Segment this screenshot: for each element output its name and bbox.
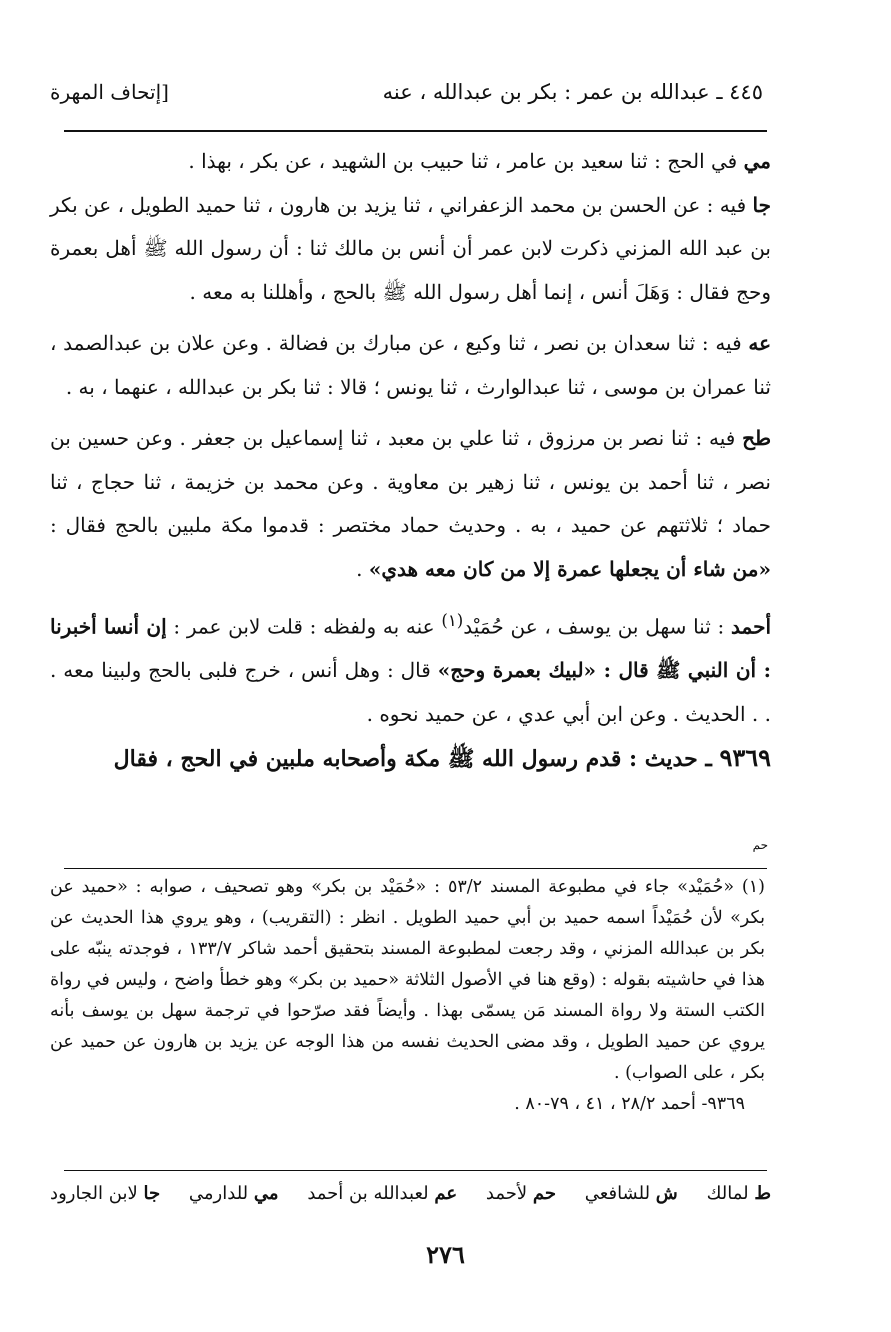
- abbreviation-item: [307, 1183, 457, 1204]
- hadith-heading-text: ـ حديث : قدم رسول الله ﷺ مكة وأصحابه ملبين في الحج ، فقال: [113, 746, 720, 773]
- paragraph-text: في الحج : ثنا سعيد بن عامر ، ثنا حبيب بن الشهيد ، عن بكر ، بهذا .: [188, 149, 744, 173]
- page-header: [50, 80, 763, 120]
- main-text: [50, 140, 771, 782]
- abbreviations-key: [50, 1183, 771, 1204]
- hadith-quote: «من شاء أن يجعلها عمرة إلا من كان معه هدي»: [368, 556, 771, 581]
- abbreviation-code: جا: [143, 1183, 161, 1204]
- paragraph-text: فيه : ثنا سعدان بن نصر ، ثنا وكيع ، عن مبارك بن فضالة . وعن علان بن عبدالصمد ، ثنا عمران بن موسى ، ثنا عبدالوارث ، ثنا يونس ؛ قالا : ثنا بكر بن عبدالله ، عنهما ، به .: [50, 331, 771, 399]
- footnotes: [50, 872, 765, 1120]
- abbreviation-item: [189, 1183, 279, 1204]
- abbreviation-item: [486, 1183, 556, 1204]
- paragraph-text: فيه : عن الحسن بن محمد الزعفراني ، ثنا يزيد بن هارون ، ثنا حميد الطويل ، عن بكر بن عبد الله المزني ذكرت لابن عمر أن أنس بن مالك ثنا : أن رسول الله ﷺ أهل بعمرة وحج فقال : وَهَلَ أنس ، إنما أهل رسول الله ﷺ بالحج ، وأهللنا به معه .: [50, 192, 771, 304]
- abbreviation-label: لعبدالله بن أحمد: [307, 1183, 435, 1204]
- abbreviation-code: حم: [532, 1183, 556, 1204]
- paragraph-ahmad: [50, 599, 771, 736]
- paragraph-text: قال : وهل أنس ، خرج فلبى بالحج ولبينا معه . . . الحديث . وعن ابن أبي عدي ، عن حميد نحوه .: [50, 658, 771, 726]
- abbreviation-label: لابن الجارود: [50, 1183, 144, 1204]
- hadith-heading: [50, 736, 771, 782]
- abbreviation-code: ط: [754, 1183, 771, 1204]
- footnote-rule: [64, 868, 767, 869]
- paragraph-ah: [50, 322, 771, 409]
- abbreviation-item: [585, 1183, 678, 1204]
- abbreviation-label: لأحمد: [485, 1183, 533, 1204]
- paragraph-ja: [50, 184, 771, 315]
- header-book-title: [إتحاف المهرة: [50, 80, 169, 104]
- footnote-1: (١) «حُمَيْد» جاء في مطبوعة المسند ٥٣/٢ : «حُمَيْد بن بكر» وهو تصحيف ، صوابه : «حميد عن بكر» لأن حُمَيْداً اسمه حميد بن أبي حميد الطويل . انظر : (التقريب) ، وهو يروي هذا الحديث عن بكر بن عبدالله المزني ، وقد رجعت لمطبوعة المسند بتحقيق أحمد شاكر ١٣٣/٧ ، فوجدته ينبّه على هذا في حاشيته بقوله : (وقع هنا في الأصول الثلاثة «حميد بن بكر» وهو خطأ واضح ، وليس في رواة الكتب الستة ولا رواة المسند مَن يسمّى بهذا . وأيضاً فقد صرّحوا في ترجمة سهل بن يوسف بأنه يروي عن حميد الطويل ، وقد مضى الحديث نفسه من هذا الوجه عن يزيد بن هارون عن حميد عن بكر ، على الصواب) .: [50, 877, 765, 1083]
- abbreviations-rule: [64, 1170, 767, 1171]
- footnote-marker: (١): [441, 611, 464, 630]
- source-code: عه: [748, 331, 771, 355]
- source-code: أحمد: [731, 614, 771, 639]
- paragraph-text: فيه : ثنا نصر بن مرزوق ، ثنا علي بن معبد ، ثنا إسماعيل بن جعفر . وعن حسين بن نصر ، ثنا أحمد بن يونس ، ثنا زهير بن معاوية . وعن محمد بن خزيمة ، ثنا حجاج ، ثنا حماد ؛ ثلاثتهم عن حميد ، به . وحديث حماد مختصر : قدموا مكة ملبين بالحج فقال :: [50, 426, 771, 537]
- hadith-source-symbol: حم: [752, 838, 768, 852]
- abbreviation-item: [707, 1183, 771, 1204]
- paragraph-text: : ثنا سهل بن يوسف ، عن حُمَيْد: [463, 614, 732, 639]
- footnote-reference: ٩٣٦٩- أحمد ٢٨/٢ ، ٤١ ، ٧٩-٨٠ .: [514, 1094, 745, 1114]
- header-rule: [64, 130, 767, 132]
- hadith-number: ٩٣٦٩: [719, 743, 771, 773]
- abbreviation-item: [50, 1183, 160, 1204]
- abbreviation-code: مي: [253, 1183, 279, 1204]
- header-title: ٤٤٥ ـ عبدالله بن عمر : بكر بن عبدالله ، عنه: [382, 80, 763, 104]
- paragraph-th: [50, 417, 771, 591]
- abbreviation-label: للدارمي: [188, 1183, 254, 1204]
- source-code: جا: [752, 192, 771, 217]
- abbreviation-code: عم: [434, 1183, 458, 1204]
- hadith-quote: «لبيك بعمرة وحج»: [437, 658, 597, 683]
- source-code: مي: [743, 149, 771, 173]
- paragraph-tail: .: [356, 556, 369, 581]
- page-number: ٢٧٦: [426, 1240, 465, 1269]
- source-code: طح: [742, 426, 771, 450]
- paragraph-bold-text: إن أنسا أخبرنا : أن النبي ﷺ قال :: [50, 614, 771, 683]
- abbreviation-label: للشافعي: [584, 1183, 656, 1204]
- paragraph-mi: [50, 140, 771, 184]
- paragraph-text: عنه به ولفظه : قلت لابن عمر :: [166, 614, 442, 639]
- abbreviation-label: لمالك: [706, 1183, 755, 1204]
- abbreviation-code: ش: [655, 1183, 678, 1204]
